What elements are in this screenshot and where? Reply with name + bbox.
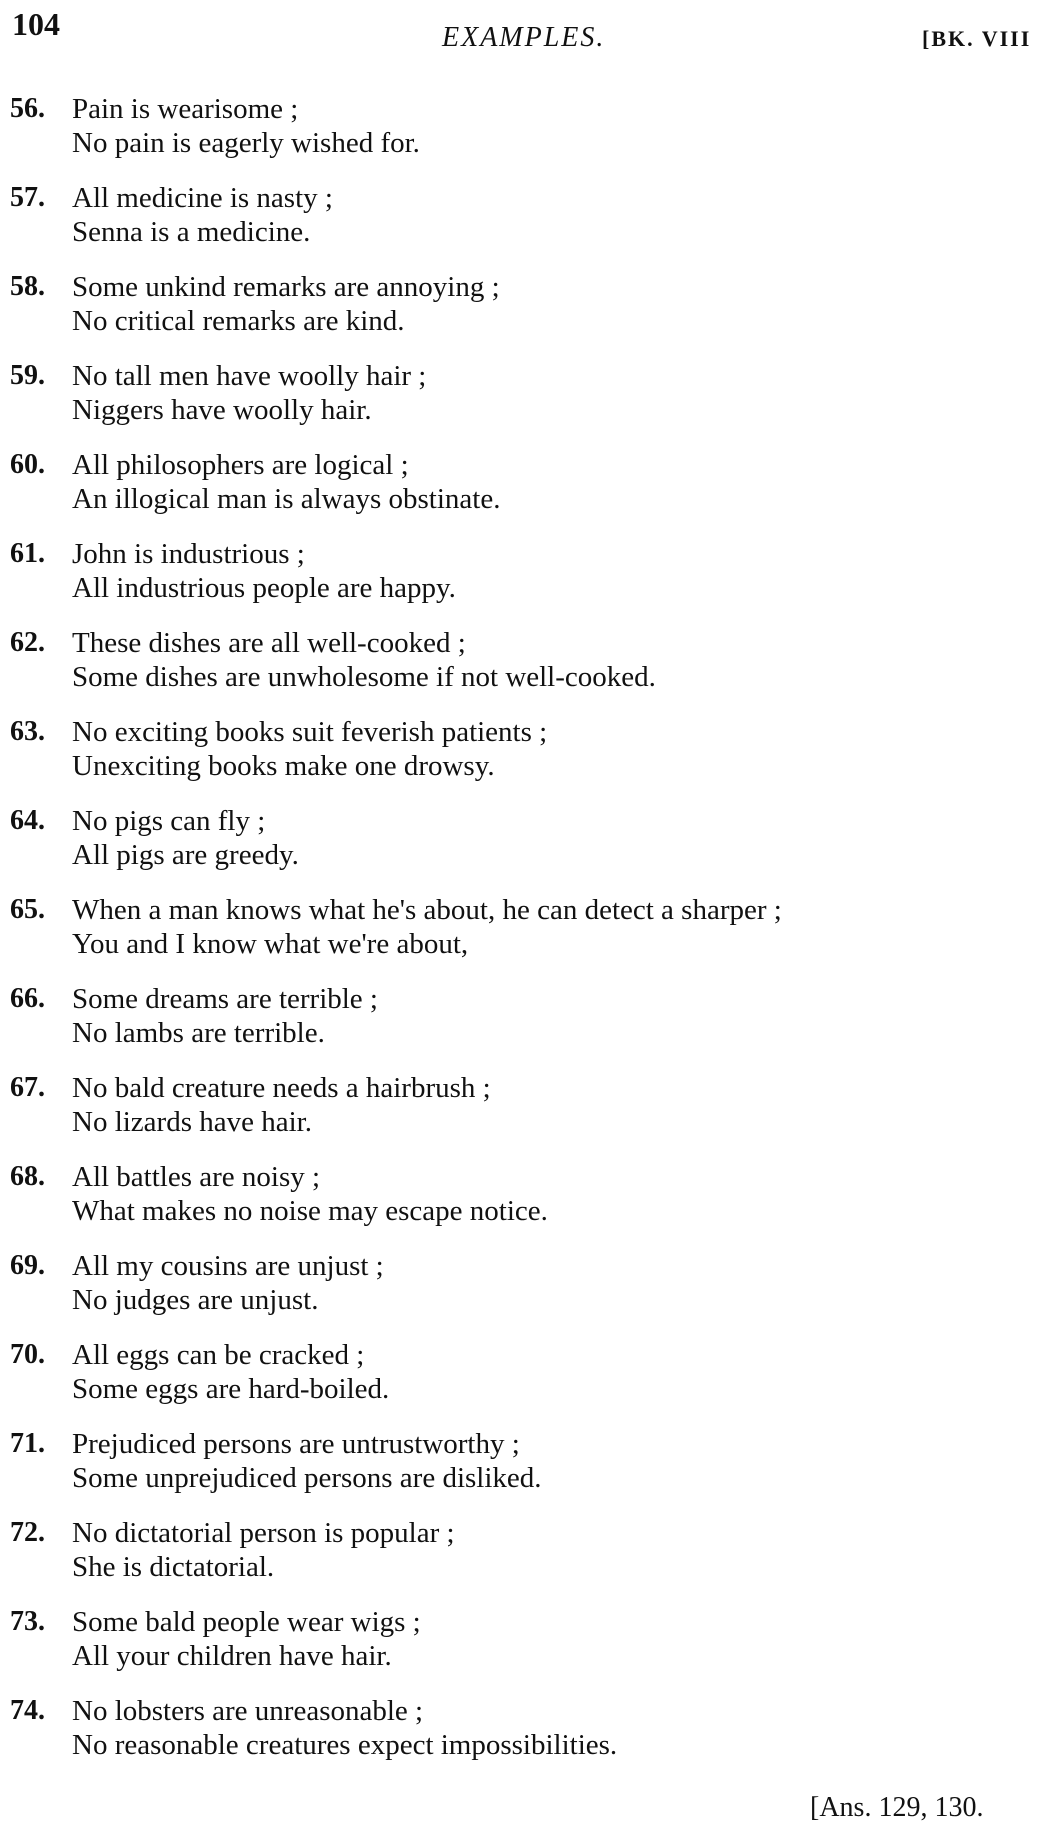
example-premise-1: These dishes are all well-cooked ; [72, 627, 466, 659]
example-premise-2: Some dishes are unwholesome if not well-cooked. [72, 661, 656, 693]
example-number: 57. [10, 182, 45, 213]
example-premise-1: All battles are noisy ; [72, 1161, 321, 1193]
example-item [10, 181, 1040, 270]
example-item [10, 270, 1040, 359]
example-premise-2: All pigs are greedy. [72, 839, 299, 871]
example-number: 73. [10, 1606, 45, 1637]
example-premise-2: Niggers have woolly hair. [72, 394, 372, 426]
example-item [10, 1249, 1040, 1338]
example-item [10, 1071, 1040, 1160]
example-premise-2: No lizards have hair. [72, 1106, 312, 1138]
example-number: 62. [10, 627, 45, 658]
example-premise-2: No judges are unjust. [72, 1284, 319, 1316]
example-item [10, 1427, 1040, 1516]
example-item [10, 537, 1040, 626]
example-number: 56. [10, 93, 45, 124]
example-item [10, 626, 1040, 715]
example-premise-2: Some unprejudiced persons are disliked. [72, 1462, 542, 1494]
example-premise-1: All medicine is nasty ; [72, 182, 333, 214]
running-title: EXAMPLES. [442, 22, 606, 53]
example-premise-1: Some dreams are terrible ; [72, 983, 378, 1015]
answer-reference: [Ans. 129, 130. [810, 1792, 984, 1823]
example-premise-2: An illogical man is always obstinate. [72, 483, 501, 515]
example-premise-1: No pigs can fly ; [72, 805, 266, 837]
example-premise-2: Senna is a medicine. [72, 216, 311, 248]
example-number: 59. [10, 360, 45, 391]
example-item [10, 804, 1040, 893]
book-reference: [BK. VIII [922, 26, 1032, 51]
example-premise-1: Prejudiced persons are untrustworthy ; [72, 1428, 520, 1460]
example-premise-1: All my cousins are unjust ; [72, 1250, 384, 1282]
example-premise-2: No pain is eagerly wished for. [72, 127, 420, 159]
example-number: 70. [10, 1339, 45, 1370]
page-header [12, 6, 1042, 53]
example-number: 61. [10, 538, 45, 569]
example-number: 60. [10, 449, 45, 480]
example-premise-2: No lambs are terrible. [72, 1017, 325, 1049]
example-number: 67. [10, 1072, 45, 1103]
example-premise-1: John is industrious ; [72, 538, 305, 570]
example-premise-2: She is dictatorial. [72, 1551, 275, 1583]
example-premise-1: All philosophers are logical ; [72, 449, 409, 481]
example-item [10, 982, 1040, 1071]
example-number: 58. [10, 271, 45, 302]
example-premise-1: When a man knows what he's about, he can detect a sharper ; [72, 894, 782, 926]
example-premise-2: All industrious people are happy. [72, 572, 456, 604]
example-item [10, 1338, 1040, 1427]
example-premise-1: No exciting books suit feverish patients ; [72, 716, 548, 748]
example-premise-2: Some eggs are hard-boiled. [72, 1373, 390, 1405]
page-number: 104 [12, 6, 60, 42]
example-item [10, 1160, 1040, 1249]
example-number: 63. [10, 716, 45, 747]
example-premise-2: Unexciting books make one drowsy. [72, 750, 495, 782]
example-item [10, 92, 1040, 181]
example-number: 71. [10, 1428, 45, 1459]
example-premise-2: No reasonable creatures expect impossibilities. [72, 1729, 618, 1761]
example-item [10, 359, 1040, 448]
example-item [10, 448, 1040, 537]
example-item [10, 893, 1040, 982]
example-premise-2: What makes no noise may escape notice. [72, 1195, 548, 1227]
example-number: 64. [10, 805, 45, 836]
example-item [10, 1694, 1040, 1783]
example-premise-2: You and I know what we're about, [72, 928, 469, 960]
example-premise-1: All eggs can be cracked ; [72, 1339, 365, 1371]
example-premise-2: No critical remarks are kind. [72, 305, 405, 337]
example-item [10, 1605, 1040, 1694]
example-number: 69. [10, 1250, 45, 1281]
example-number: 66. [10, 983, 45, 1014]
example-premise-1: No lobsters are unreasonable ; [72, 1695, 424, 1727]
examples-list [10, 92, 1040, 1783]
example-premise-2: All your children have hair. [72, 1640, 392, 1672]
example-premise-1: Pain is wearisome ; [72, 93, 299, 125]
example-premise-1: No bald creature needs a hairbrush ; [72, 1072, 491, 1104]
example-number: 74. [10, 1695, 45, 1726]
example-premise-1: No dictatorial person is popular ; [72, 1517, 455, 1549]
example-number: 68. [10, 1161, 45, 1192]
example-number: 65. [10, 894, 45, 925]
example-number: 72. [10, 1517, 45, 1548]
example-premise-1: No tall men have woolly hair ; [72, 360, 427, 392]
example-item [10, 1516, 1040, 1605]
example-premise-1: Some bald people wear wigs ; [72, 1606, 421, 1638]
example-premise-1: Some unkind remarks are annoying ; [72, 271, 500, 303]
example-item [10, 715, 1040, 804]
